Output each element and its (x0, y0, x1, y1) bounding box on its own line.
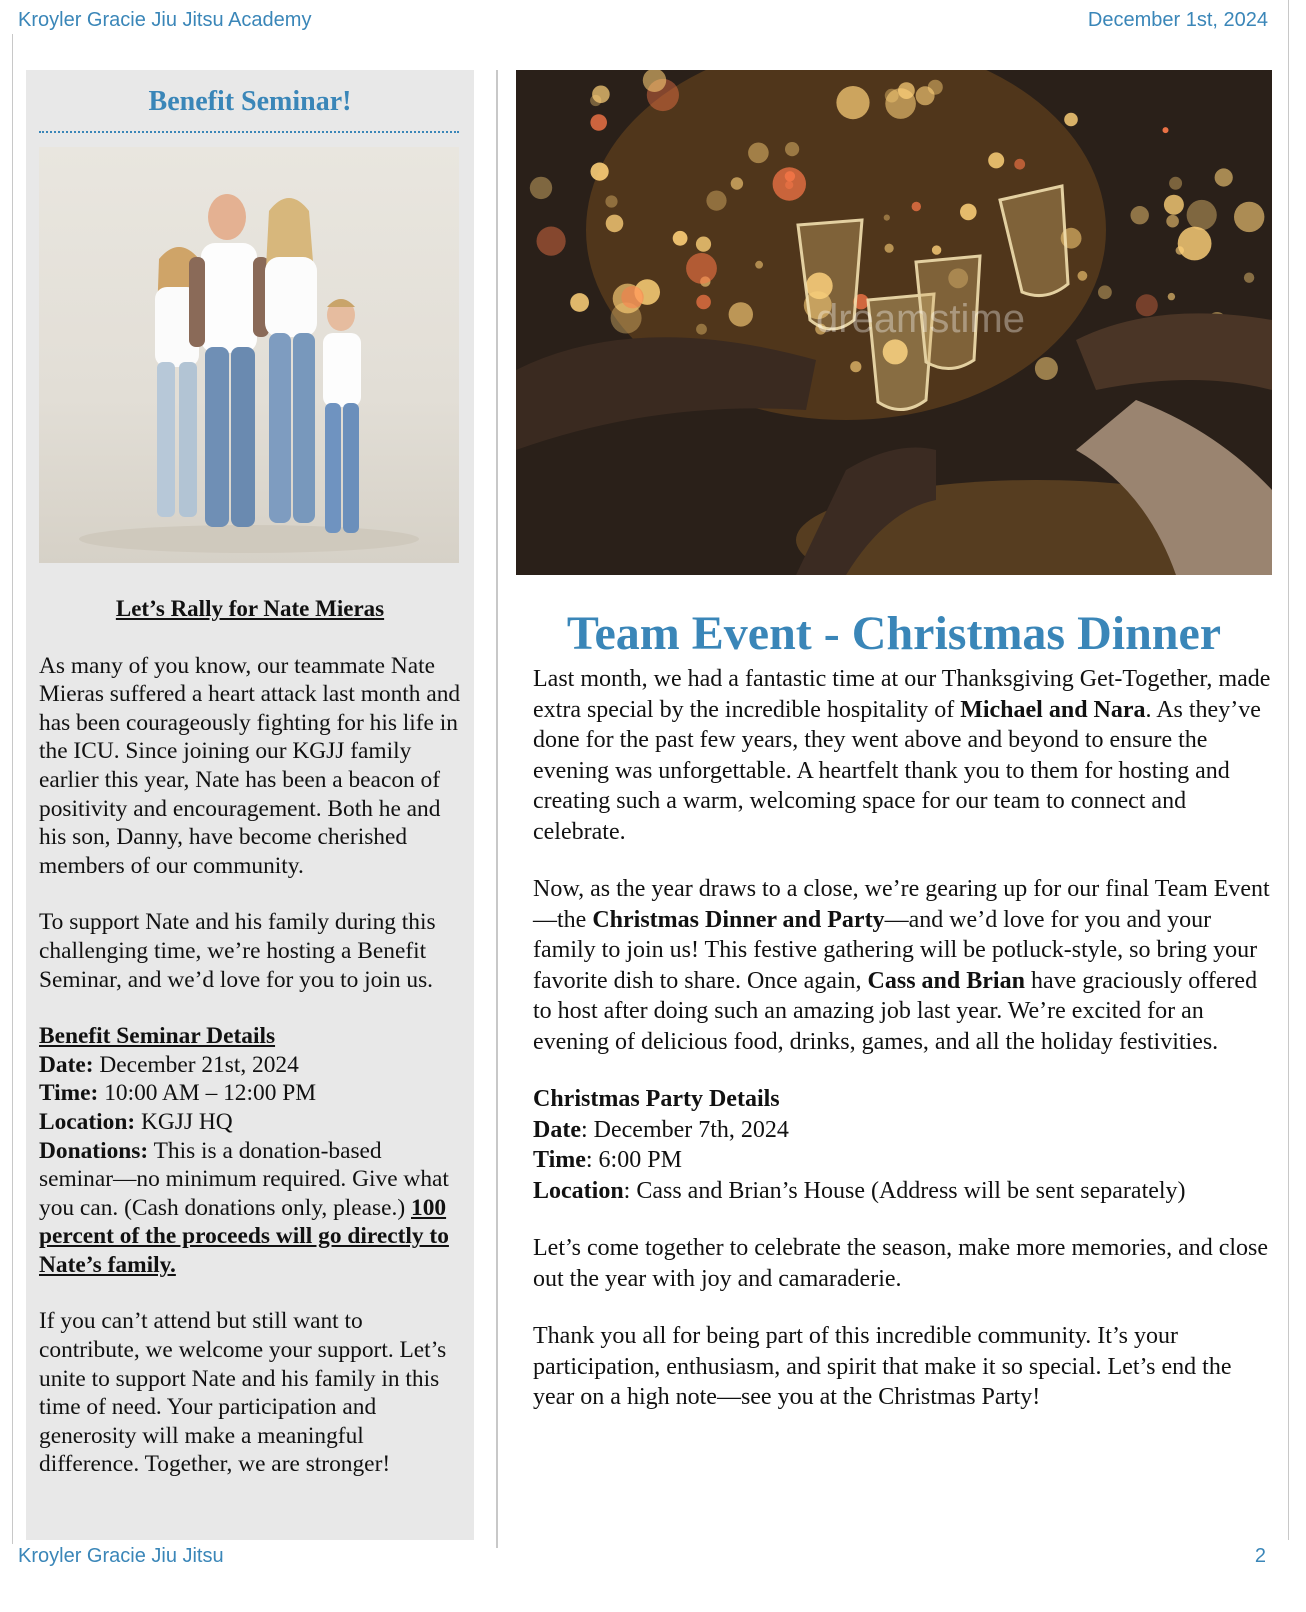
detail-value: This is a donation-based seminar—no minimum required. Give what you can. (Cash donations only, please.) (39, 1137, 449, 1221)
bokeh-light (1166, 215, 1179, 228)
bokeh-light (591, 163, 609, 181)
bokeh-light (706, 191, 726, 211)
christmas-toast-photo (516, 70, 1272, 575)
bokeh-light (1244, 273, 1254, 283)
bokeh-light (1064, 113, 1078, 127)
detail-value: December 21st, 2024 (93, 1051, 299, 1078)
detail-value: : 6:00 PM (585, 1147, 682, 1173)
article-paragraph: Last month, we had a fantastic time at our Thanksgiving Get-Together, made extra special by the incredible hospitality of Michael and Nara. As they’ve done for the past few years, they went above and beyond to ensure the evening was unforgettable. A heartfelt thank you to them for hosting and creating such a warm, welcoming space for our team to connect and celebrate. (533, 666, 1271, 845)
detail-label: Date (533, 1116, 581, 1143)
bokeh-light (1098, 285, 1112, 299)
bokeh-light (1176, 246, 1184, 254)
detail-label: Date: (39, 1051, 94, 1078)
bokeh-light (1187, 200, 1217, 230)
bokeh-light (1014, 159, 1025, 170)
donations-emphasis: 100 percent of the proceeds will go directly to Nate’s family. (39, 1194, 449, 1278)
bokeh-light (850, 361, 861, 372)
bokeh-light (1035, 357, 1058, 380)
sidebar-paragraph: To support Nate and his family during this challenging time, we’re hosting a Benefit Seminar, and we’d love for you to join us. (39, 909, 436, 993)
page-border-right (1288, 0, 1289, 1540)
bokeh-light (696, 324, 707, 335)
bokeh-light (748, 143, 769, 164)
article-paragraph: Let’s come together to celebrate the season, make more memories, and close out the year with joy and camaraderie. (533, 1235, 1269, 1292)
bokeh-light (885, 89, 899, 103)
bokeh-light (1131, 206, 1149, 224)
header-org-name: Kroyler Gracie Jiu Jitsu Academy (18, 9, 312, 31)
detail-label: Time (533, 1147, 586, 1173)
bokeh-light (590, 95, 601, 106)
dotted-divider (39, 131, 459, 133)
party-details-heading: Christmas Party Details (533, 1086, 780, 1112)
bokeh-light (696, 295, 711, 310)
footer-org-name: Kroyler Gracie Jiu Jitsu (18, 1545, 224, 1567)
bokeh-light (729, 302, 753, 326)
main-article-body (533, 664, 1277, 1413)
bokeh-light (836, 86, 869, 119)
bokeh-light (1163, 127, 1169, 133)
bokeh-light (1168, 293, 1175, 300)
bokeh-light (606, 215, 624, 233)
detail-label: Time: (39, 1080, 99, 1107)
article-paragraph: Now, as the year draws to a close, we’re gearing up for our final Team Event—the Christmas Dinner and Party—and we’d love for you and your family to join us! This festive gathering will be potluck-style, so bring your favorite dish to share. Once again, Cass and Brian have graciously offered to host after doing such an amazing job last year. We’re excited for an evening of delicious food, drinks, games, and all the holiday festivities. (533, 876, 1270, 1055)
bokeh-light (537, 227, 566, 256)
column-divider (496, 70, 498, 1548)
family-photo (39, 147, 459, 563)
watermark: dreamstime (816, 297, 1025, 341)
bokeh-light (590, 114, 607, 131)
bokeh-light (912, 202, 921, 211)
detail-label: Location (533, 1177, 624, 1204)
page-border-left (12, 34, 13, 1544)
family-illustration (39, 147, 459, 563)
bokeh-light (885, 244, 894, 253)
bokeh-light (1136, 294, 1158, 316)
bokeh-light (1169, 177, 1182, 190)
christmas-toast-illustration (516, 70, 1272, 575)
bokeh-light (960, 204, 977, 221)
article-paragraph: Thank you all for being part of this incredible community. It’s your participation, enthusiasm, and spirit that make it so special. Let’s end the year on a high note—see you at the Christmas Party! (533, 1323, 1232, 1410)
bokeh-light (785, 142, 799, 156)
bokeh-light (916, 86, 935, 105)
bokeh-light (773, 167, 806, 200)
sidebar-subheading: Let’s Rally for Nate Mieras (115, 596, 385, 621)
bokeh-light (1215, 168, 1233, 186)
sidebar-title: Benefit Seminar! (148, 86, 352, 117)
bokeh-light (696, 237, 711, 252)
detail-label: Donations: (39, 1137, 149, 1164)
page-number: 2 (1254, 1545, 1266, 1567)
bokeh-light (530, 177, 552, 199)
bokeh-light (755, 261, 763, 269)
header-date: December 1st, 2024 (1087, 9, 1268, 31)
detail-value: 10:00 AM – 12:00 PM (98, 1080, 317, 1107)
bokeh-light (1178, 227, 1212, 261)
bokeh-light (988, 152, 1004, 168)
bokeh-light (621, 286, 643, 308)
sidebar-paragraph: If you can’t attend but still want to contribute, we welcome your support. Let’s unite to support Nate and his family in this time of need. Your participation and generosity will make a meaningful difference. Together, we are stronger! (39, 1308, 447, 1478)
sidebar-paragraph: As many of you know, our teammate Nate Mieras suffered a heart attack last month and has been courageously fighting for his life in the ICU. Since joining our KGJJ family earlier this year, Nate has been a beacon of positivity and encouragement. Both he and his son, Danny, have become cherished members of our community. (39, 652, 461, 879)
page-title: Team Event - Christmas Dinner (566, 607, 1222, 660)
detail-value: : December 7th, 2024 (580, 1116, 789, 1143)
bokeh-light (898, 82, 915, 99)
sidebar-body (39, 595, 461, 1479)
bokeh-light (570, 293, 589, 312)
bokeh-light (686, 253, 717, 284)
bokeh-light (932, 245, 941, 254)
detail-label: Location: (39, 1108, 136, 1135)
bokeh-light (1078, 271, 1088, 281)
benefit-seminar-sidebar (26, 70, 474, 1540)
bokeh-light (1164, 195, 1184, 215)
bokeh-light (731, 177, 743, 189)
detail-value: KGJJ HQ (135, 1108, 233, 1135)
bokeh-light (884, 215, 890, 221)
bokeh-light (673, 231, 688, 246)
bokeh-light (1234, 202, 1264, 232)
detail-value: : Cass and Brian’s House (Address will be sent separately) (623, 1177, 1186, 1204)
bokeh-light (605, 195, 617, 207)
seminar-details-heading: Benefit Seminar Details (39, 1023, 276, 1050)
